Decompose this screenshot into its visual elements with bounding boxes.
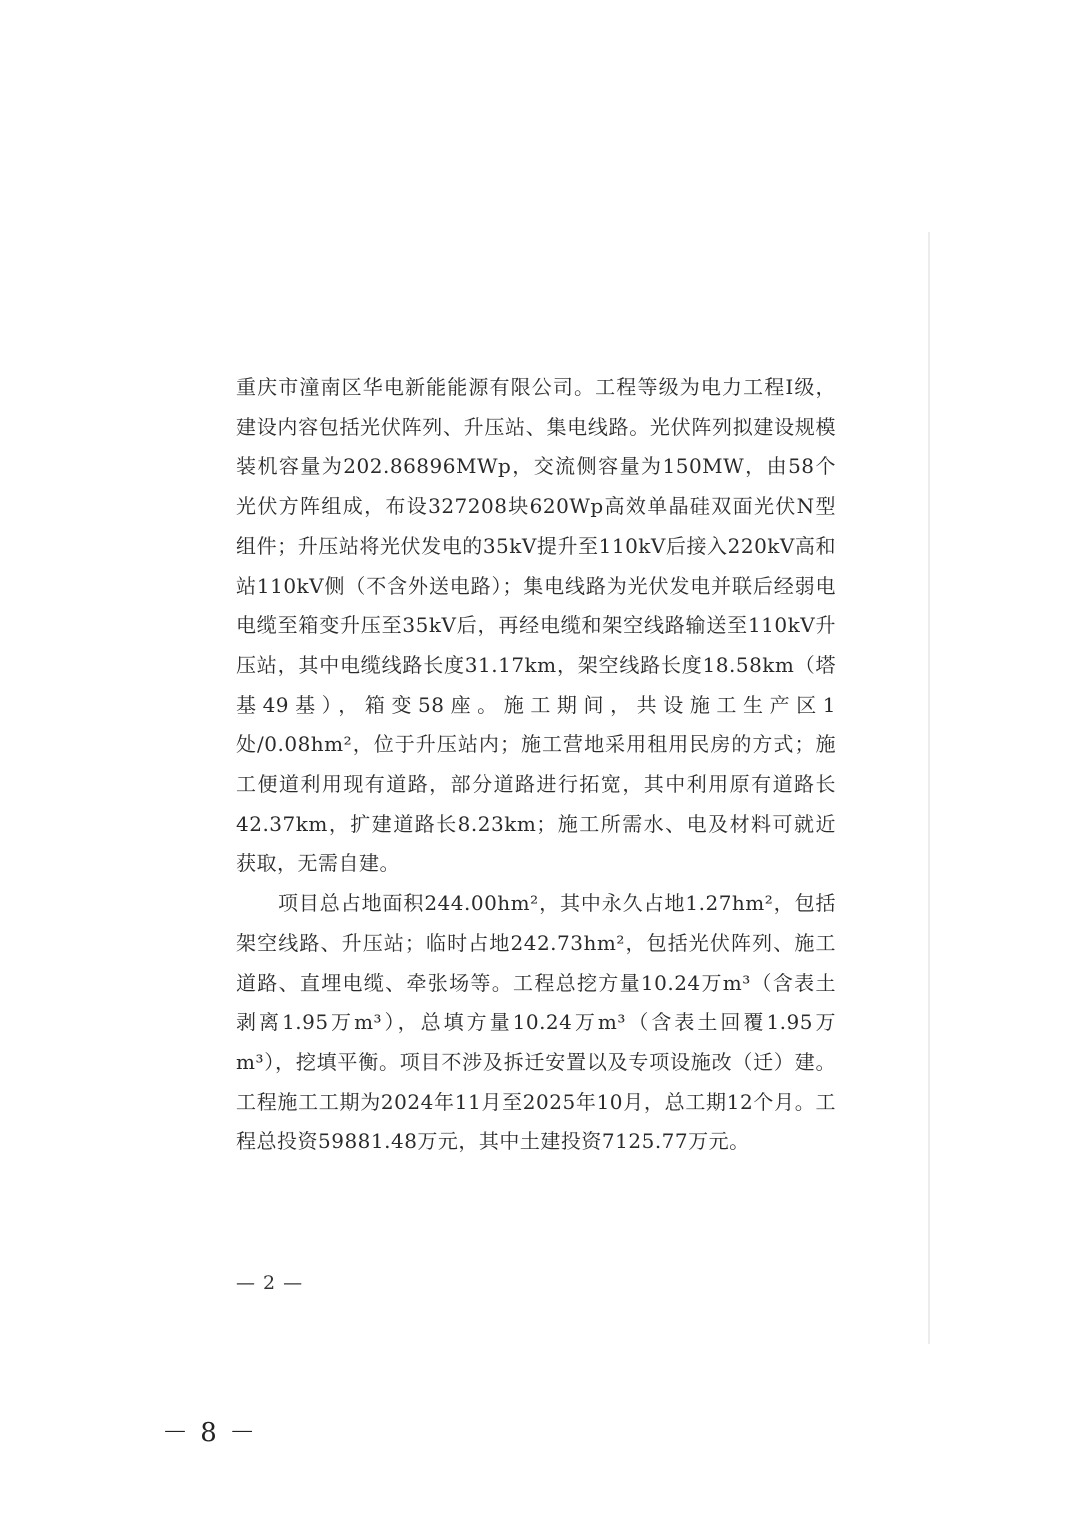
paragraph-land-and-investment: 项目总占地面积244.00hm²，其中永久占地1.27hm²，包括架空线路、升压站；临时占地242.73hm²，包括光伏阵列、施工道路、直埋电缆、牵张场等。工程总挖方量10.24万m³（含表土剥离1.95万m³），总填方量10.24万m³（含表土回覆1.95万m³），挖填平衡。项目不涉及拆迁安置以及专项设施改（迁）建。工程施工工期为2024年11月至2025年10月，总工期12个月。工程总投资59881.48万元，其中土建投资7125.77万元。 xyxy=(236,891,836,1154)
document-body xyxy=(236,368,836,1162)
inner-page-number: — 2 — xyxy=(236,1272,304,1294)
outer-page-number: － 8 － xyxy=(162,1418,258,1448)
paragraph-project-overview: 重庆市潼南区华电新能能源有限公司。工程等级为电力工程Ⅰ级，建设内容包括光伏阵列、升压站、集电线路。光伏阵列拟建设规模装机容量为202.86896MWp，交流侧容量为150MW，由58个光伏方阵组成，布设327208块620Wp高效单晶硅双面光伏N型组件；升压站将光伏发电的35kV提升至110kV后接入220kV高和站110kV侧（不含外送电路）；集电线路为光伏发电并联后经弱电电缆至箱变升压至35kV后，再经电缆和架空线路输送至110kV升压站，其中电缆线路长度31.17km，架空线路长度18.58km（塔基49基），箱变58座。施工期间，共设施工生产区1处/0.08hm²，位于升压站内；施工营地采用租用民房的方式；施工便道利用现有道路，部分道路进行拓宽，其中利用原有道路长42.37km，扩建道路长8.23km；施工所需水、电及材料可就近获取，无需自建。 xyxy=(236,375,836,876)
scan-edge-line xyxy=(928,232,930,1344)
